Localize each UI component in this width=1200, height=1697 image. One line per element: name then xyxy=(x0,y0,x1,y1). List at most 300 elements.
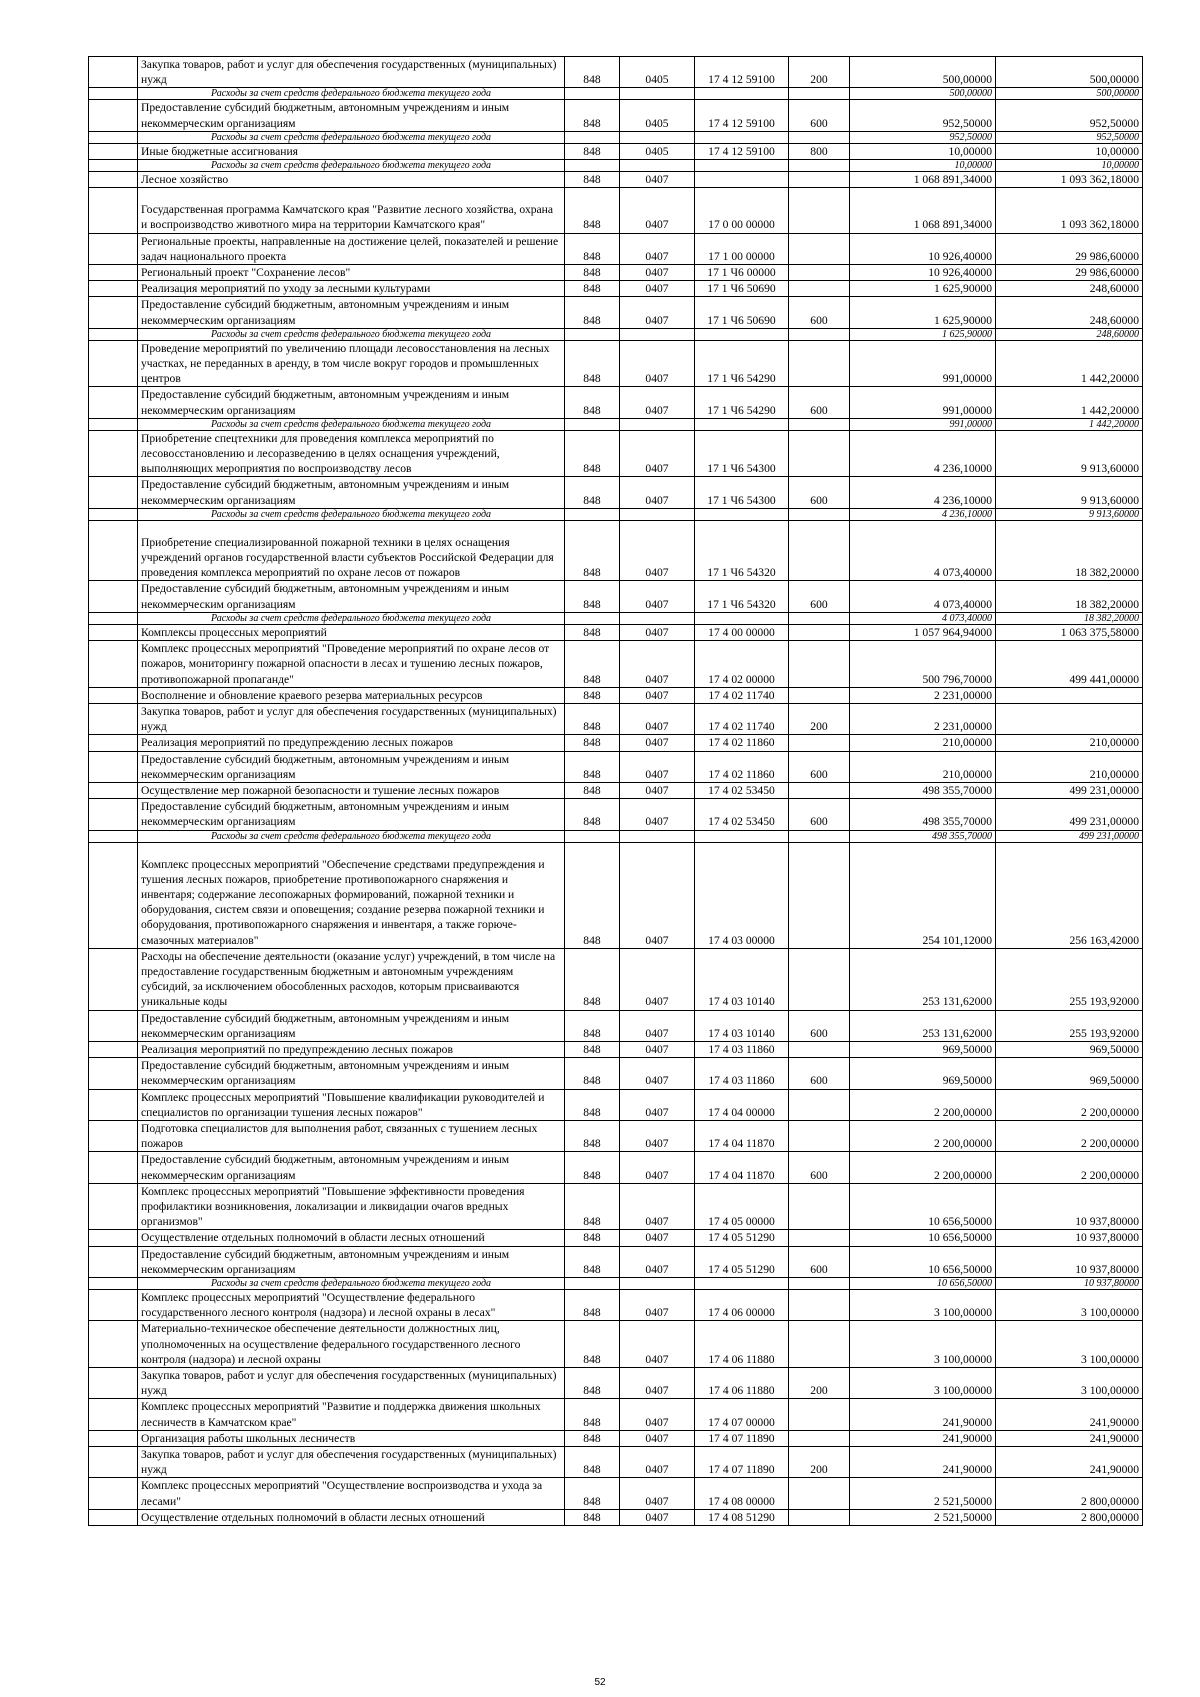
blank-cell xyxy=(89,520,138,581)
item-name-cell: Иные бюджетные ассигнования xyxy=(138,143,565,159)
blank-cell xyxy=(89,100,138,131)
blank-cell xyxy=(89,842,138,948)
section-code-cell: 0407 xyxy=(620,687,695,703)
item-name-cell: Расходы за счет средств федерального бюджета текущего года xyxy=(138,612,565,624)
department-code-cell xyxy=(565,830,620,842)
amount-year2-cell: 10,00000 xyxy=(996,143,1143,159)
target-article-cell: 17 1 Ч6 54290 xyxy=(695,387,789,418)
department-code-cell: 848 xyxy=(565,1399,620,1430)
blank-cell xyxy=(89,751,138,782)
section-code-cell: 0407 xyxy=(620,188,695,233)
target-article-cell: 17 4 08 00000 xyxy=(695,1478,789,1509)
expense-type-cell: 600 xyxy=(789,1152,850,1183)
blank-cell xyxy=(89,418,138,430)
target-article-cell: 17 1 Ч6 54300 xyxy=(695,477,789,508)
section-code-cell: 0407 xyxy=(620,782,695,798)
table-row xyxy=(89,265,1143,281)
blank-cell xyxy=(89,1058,138,1089)
item-name-cell: Восполнение и обновление краевого резерва материальных ресурсов xyxy=(138,687,565,703)
department-code-cell: 848 xyxy=(565,842,620,948)
target-article-cell: 17 4 07 11890 xyxy=(695,1430,789,1446)
amount-year2-cell: 255 193,92000 xyxy=(996,948,1143,1010)
federal-budget-subrow xyxy=(89,418,1143,430)
item-name-cell: Организация работы школьных лесничеств xyxy=(138,1430,565,1446)
department-code-cell: 848 xyxy=(565,1041,620,1057)
amount-year2-cell: 499 231,00000 xyxy=(996,782,1143,798)
table-row xyxy=(89,799,1143,830)
amount-year2-cell: 969,50000 xyxy=(996,1058,1143,1089)
expense-type-cell xyxy=(789,233,850,264)
item-name-cell: Расходы за счет средств федерального бюджета текущего года xyxy=(138,1278,565,1290)
item-name-cell: Расходы на обеспечение деятельности (оказание услуг) учреждений, в том числе на предоставление государственным бюджетным и автономным учреждениям субсидий, за исключением обособленных расходов, которым присваиваются уникальные коды xyxy=(138,948,565,1010)
expense-type-cell: 600 xyxy=(789,477,850,508)
amount-year1-cell: 1 068 891,34000 xyxy=(850,188,996,233)
department-code-cell: 848 xyxy=(565,520,620,581)
blank-cell xyxy=(89,233,138,264)
target-article-cell: 17 4 02 53450 xyxy=(695,782,789,798)
target-article-cell: 17 4 06 11880 xyxy=(695,1368,789,1399)
department-code-cell: 848 xyxy=(565,581,620,612)
item-name-cell: Комплекс процессных мероприятий "Повышение эффективности проведения профилактики возникновения, локализации и ликвидации очагов вредных организмов" xyxy=(138,1183,565,1230)
item-name-cell: Предоставление субсидий бюджетным, автономным учреждениям и иным некоммерческим организациям xyxy=(138,477,565,508)
section-code-cell xyxy=(620,160,695,172)
target-article-cell: 17 4 03 11860 xyxy=(695,1058,789,1089)
section-code-cell: 0407 xyxy=(620,842,695,948)
blank-cell xyxy=(89,799,138,830)
amount-year1-cell: 253 131,62000 xyxy=(850,948,996,1010)
table-row xyxy=(89,1230,1143,1246)
target-article-cell xyxy=(695,172,789,188)
budget-table xyxy=(88,56,1143,1526)
department-code-cell: 848 xyxy=(565,281,620,297)
amount-year2-cell: 18 382,20000 xyxy=(996,581,1143,612)
amount-year2-cell: 10 937,80000 xyxy=(996,1246,1143,1277)
amount-year2-cell: 499 441,00000 xyxy=(996,641,1143,688)
target-article-cell xyxy=(695,612,789,624)
department-code-cell: 848 xyxy=(565,1321,620,1368)
item-name-cell: Комплекс процессных мероприятий "Проведение мероприятий по охране лесов от пожаров, мониторингу пожарной опасности в лесах и тушению лесных пожаров, противопожарной пропаганде" xyxy=(138,641,565,688)
amount-year1-cell: 2 521,50000 xyxy=(850,1478,996,1509)
amount-year1-cell: 10,00000 xyxy=(850,143,996,159)
section-code-cell: 0407 xyxy=(620,1089,695,1120)
table-row xyxy=(89,57,1143,88)
amount-year1-cell: 991,00000 xyxy=(850,340,996,387)
federal-budget-subrow xyxy=(89,830,1143,842)
item-name-cell: Предоставление субсидий бюджетным, автономным учреждениям и иным некоммерческим организациям xyxy=(138,297,565,328)
table-row xyxy=(89,1041,1143,1057)
target-article-cell: 17 4 03 11860 xyxy=(695,1041,789,1057)
department-code-cell: 848 xyxy=(565,265,620,281)
item-name-cell: Расходы за счет средств федерального бюджета текущего года xyxy=(138,160,565,172)
amount-year2-cell: 10,00000 xyxy=(996,160,1143,172)
target-article-cell: 17 4 06 11880 xyxy=(695,1321,789,1368)
item-name-cell: Комплекс процессных мероприятий "Развитие и поддержка движения школьных лесничеств в Камчатском крае" xyxy=(138,1399,565,1430)
amount-year1-cell: 969,50000 xyxy=(850,1058,996,1089)
table-body xyxy=(89,57,1143,1526)
amount-year1-cell: 1 625,90000 xyxy=(850,281,996,297)
target-article-cell xyxy=(695,131,789,143)
amount-year2-cell: 248,60000 xyxy=(996,297,1143,328)
expense-type-cell: 200 xyxy=(789,703,850,734)
amount-year2-cell: 256 163,42000 xyxy=(996,842,1143,948)
blank-cell xyxy=(89,281,138,297)
department-code-cell xyxy=(565,612,620,624)
blank-cell xyxy=(89,1447,138,1478)
expense-type-cell xyxy=(789,1089,850,1120)
amount-year1-cell: 498 355,70000 xyxy=(850,782,996,798)
section-code-cell: 0407 xyxy=(620,340,695,387)
department-code-cell: 848 xyxy=(565,477,620,508)
department-code-cell: 848 xyxy=(565,751,620,782)
item-name-cell: Комплекс процессных мероприятий "Осуществление федерального государственного лесного контроля (надзора) и лесной охраны в лесах" xyxy=(138,1290,565,1321)
amount-year1-cell: 1 625,90000 xyxy=(850,297,996,328)
blank-cell xyxy=(89,1120,138,1151)
item-name-cell: Закупка товаров, работ и услуг для обеспечения государственных (муниципальных) нужд xyxy=(138,57,565,88)
amount-year1-cell: 500 796,70000 xyxy=(850,641,996,688)
item-name-cell: Государственная программа Камчатского края "Развитие лесного хозяйства, охрана и воспроизводство животного мира на территории Камчатского края" xyxy=(138,188,565,233)
expense-type-cell xyxy=(789,131,850,143)
item-name-cell: Комплекс процессных мероприятий "Повышение квалификации руководителей и специалистов по организации тушения лесных пожаров" xyxy=(138,1089,565,1120)
amount-year2-cell: 952,50000 xyxy=(996,100,1143,131)
amount-year1-cell: 241,90000 xyxy=(850,1399,996,1430)
item-name-cell: Приобретение спецтехники для проведения комплекса мероприятий по лесовосстановлению и лесоразведению в целях оснащения учреждений, выполняющих мероприятия по воспроизводству лесов xyxy=(138,430,565,477)
amount-year1-cell: 10 656,50000 xyxy=(850,1246,996,1277)
department-code-cell: 848 xyxy=(565,641,620,688)
table-row xyxy=(89,703,1143,734)
amount-year1-cell: 10 656,50000 xyxy=(850,1230,996,1246)
amount-year1-cell: 3 100,00000 xyxy=(850,1290,996,1321)
amount-year2-cell: 18 382,20000 xyxy=(996,520,1143,581)
target-article-cell: 17 4 06 00000 xyxy=(695,1290,789,1321)
item-name-cell: Материально-техническое обеспечение деятельности должностных лиц, уполномоченных на осуществление федерального государственного лесного контроля (надзора) и лесной охраны xyxy=(138,1321,565,1368)
table-row xyxy=(89,1183,1143,1230)
amount-year2-cell: 3 100,00000 xyxy=(996,1290,1143,1321)
section-code-cell: 0407 xyxy=(620,641,695,688)
target-article-cell: 17 4 04 11870 xyxy=(695,1152,789,1183)
department-code-cell xyxy=(565,131,620,143)
blank-cell xyxy=(89,88,138,100)
item-name-cell: Расходы за счет средств федерального бюджета текущего года xyxy=(138,131,565,143)
expense-type-cell xyxy=(789,1321,850,1368)
item-name-cell: Реализация мероприятий по предупреждению лесных пожаров xyxy=(138,735,565,751)
blank-cell xyxy=(89,687,138,703)
blank-cell xyxy=(89,624,138,640)
amount-year2-cell: 10 937,80000 xyxy=(996,1278,1143,1290)
expense-type-cell: 600 xyxy=(789,1058,850,1089)
amount-year1-cell: 2 200,00000 xyxy=(850,1152,996,1183)
expense-type-cell xyxy=(789,430,850,477)
target-article-cell: 17 4 02 00000 xyxy=(695,641,789,688)
section-code-cell: 0407 xyxy=(620,233,695,264)
target-article-cell: 17 1 Ч6 50690 xyxy=(695,281,789,297)
table-row xyxy=(89,1058,1143,1089)
section-code-cell: 0407 xyxy=(620,1399,695,1430)
expense-type-cell xyxy=(789,1230,850,1246)
table-row xyxy=(89,782,1143,798)
target-article-cell: 17 4 02 11860 xyxy=(695,735,789,751)
table-row xyxy=(89,1152,1143,1183)
expense-type-cell: 200 xyxy=(789,1447,850,1478)
target-article-cell: 17 1 Ч6 54320 xyxy=(695,581,789,612)
amount-year2-cell: 3 100,00000 xyxy=(996,1368,1143,1399)
amount-year1-cell: 210,00000 xyxy=(850,751,996,782)
item-name-cell: Предоставление субсидий бюджетным, автономным учреждениям и иным некоммерческим организациям xyxy=(138,1010,565,1041)
expense-type-cell xyxy=(789,1041,850,1057)
table-row xyxy=(89,1246,1143,1277)
department-code-cell: 848 xyxy=(565,1290,620,1321)
section-code-cell: 0407 xyxy=(620,1290,695,1321)
target-article-cell: 17 1 Ч6 54300 xyxy=(695,430,789,477)
amount-year1-cell: 10 656,50000 xyxy=(850,1183,996,1230)
section-code-cell: 0407 xyxy=(620,1509,695,1525)
expense-type-cell xyxy=(789,508,850,520)
department-code-cell: 848 xyxy=(565,1152,620,1183)
section-code-cell xyxy=(620,508,695,520)
item-name-cell: Осуществление отдельных полномочий в области лесных отношений xyxy=(138,1230,565,1246)
expense-type-cell: 600 xyxy=(789,100,850,131)
target-article-cell: 17 4 02 11860 xyxy=(695,751,789,782)
amount-year1-cell: 10 656,50000 xyxy=(850,1278,996,1290)
department-code-cell: 848 xyxy=(565,233,620,264)
amount-year2-cell: 255 193,92000 xyxy=(996,1010,1143,1041)
amount-year2-cell: 2 800,00000 xyxy=(996,1478,1143,1509)
amount-year1-cell: 2 200,00000 xyxy=(850,1089,996,1120)
section-code-cell: 0407 xyxy=(620,703,695,734)
expense-type-cell xyxy=(789,1430,850,1446)
department-code-cell: 848 xyxy=(565,340,620,387)
amount-year2-cell: 969,50000 xyxy=(996,1041,1143,1057)
expense-type-cell: 600 xyxy=(789,297,850,328)
amount-year2-cell: 210,00000 xyxy=(996,735,1143,751)
department-code-cell: 848 xyxy=(565,100,620,131)
section-code-cell: 0407 xyxy=(620,948,695,1010)
blank-cell xyxy=(89,1183,138,1230)
amount-year2-cell: 500,00000 xyxy=(996,88,1143,100)
expense-type-cell xyxy=(789,418,850,430)
expense-type-cell xyxy=(789,188,850,233)
amount-year2-cell: 500,00000 xyxy=(996,57,1143,88)
item-name-cell: Региональные проекты, направленные на достижение целей, показателей и решение задач национального проекта xyxy=(138,233,565,264)
amount-year1-cell: 498 355,70000 xyxy=(850,799,996,830)
expense-type-cell xyxy=(789,328,850,340)
amount-year1-cell: 3 100,00000 xyxy=(850,1368,996,1399)
table-row xyxy=(89,735,1143,751)
section-code-cell: 0407 xyxy=(620,581,695,612)
target-article-cell: 17 4 02 53450 xyxy=(695,799,789,830)
expense-type-cell xyxy=(789,1120,850,1151)
amount-year1-cell: 210,00000 xyxy=(850,735,996,751)
amount-year2-cell: 9 913,60000 xyxy=(996,508,1143,520)
amount-year1-cell: 2 200,00000 xyxy=(850,1120,996,1151)
target-article-cell xyxy=(695,830,789,842)
department-code-cell: 848 xyxy=(565,143,620,159)
federal-budget-subrow xyxy=(89,131,1143,143)
section-code-cell xyxy=(620,830,695,842)
blank-cell xyxy=(89,340,138,387)
department-code-cell: 848 xyxy=(565,1430,620,1446)
table-row xyxy=(89,687,1143,703)
department-code-cell: 848 xyxy=(565,188,620,233)
expense-type-cell xyxy=(789,624,850,640)
table-row xyxy=(89,948,1143,1010)
amount-year2-cell: 499 231,00000 xyxy=(996,799,1143,830)
section-code-cell: 0407 xyxy=(620,1230,695,1246)
expense-type-cell xyxy=(789,281,850,297)
section-code-cell: 0407 xyxy=(620,1120,695,1151)
department-code-cell: 848 xyxy=(565,782,620,798)
amount-year1-cell: 991,00000 xyxy=(850,387,996,418)
blank-cell xyxy=(89,131,138,143)
item-name-cell: Расходы за счет средств федерального бюджета текущего года xyxy=(138,328,565,340)
amount-year1-cell: 10,00000 xyxy=(850,160,996,172)
target-article-cell xyxy=(695,328,789,340)
section-code-cell: 0407 xyxy=(620,1246,695,1277)
department-code-cell: 848 xyxy=(565,799,620,830)
table-row xyxy=(89,1010,1143,1041)
expense-type-cell: 200 xyxy=(789,57,850,88)
section-code-cell: 0407 xyxy=(620,1368,695,1399)
department-code-cell: 848 xyxy=(565,172,620,188)
amount-year1-cell: 4 236,10000 xyxy=(850,508,996,520)
table-row xyxy=(89,387,1143,418)
target-article-cell: 17 4 03 10140 xyxy=(695,1010,789,1041)
expense-type-cell xyxy=(789,520,850,581)
section-code-cell xyxy=(620,328,695,340)
item-name-cell: Проведение мероприятий по увеличению площади лесовосстановления на лесных участках, не переданных в аренду, в том числе вокруг городов и промышленных центров xyxy=(138,340,565,387)
blank-cell xyxy=(89,948,138,1010)
federal-budget-subrow xyxy=(89,1278,1143,1290)
amount-year2-cell xyxy=(996,703,1143,734)
expense-type-cell xyxy=(789,1478,850,1509)
item-name-cell: Осуществление отдельных полномочий в области лесных отношений xyxy=(138,1509,565,1525)
target-article-cell xyxy=(695,508,789,520)
table-row xyxy=(89,751,1143,782)
section-code-cell: 0407 xyxy=(620,735,695,751)
table-row xyxy=(89,1430,1143,1446)
expense-type-cell xyxy=(789,1290,850,1321)
federal-budget-subrow xyxy=(89,508,1143,520)
amount-year2-cell: 499 231,00000 xyxy=(996,830,1143,842)
department-code-cell: 848 xyxy=(565,687,620,703)
target-article-cell: 17 4 07 11890 xyxy=(695,1447,789,1478)
amount-year2-cell: 952,50000 xyxy=(996,131,1143,143)
blank-cell xyxy=(89,297,138,328)
amount-year1-cell: 4 073,40000 xyxy=(850,520,996,581)
table-row xyxy=(89,520,1143,581)
department-code-cell: 848 xyxy=(565,387,620,418)
item-name-cell: Предоставление субсидий бюджетным, автономным учреждениям и иным некоммерческим организациям xyxy=(138,799,565,830)
target-article-cell: 17 1 Ч6 54290 xyxy=(695,340,789,387)
expense-type-cell: 200 xyxy=(789,1368,850,1399)
amount-year1-cell: 2 231,00000 xyxy=(850,703,996,734)
section-code-cell: 0407 xyxy=(620,1183,695,1230)
federal-budget-subrow xyxy=(89,612,1143,624)
amount-year1-cell: 2 231,00000 xyxy=(850,687,996,703)
item-name-cell: Расходы за счет средств федерального бюджета текущего года xyxy=(138,418,565,430)
item-name-cell: Реализация мероприятий по предупреждению лесных пожаров xyxy=(138,1041,565,1057)
department-code-cell xyxy=(565,328,620,340)
expense-type-cell: 600 xyxy=(789,581,850,612)
item-name-cell: Предоставление субсидий бюджетным, автономным учреждениям и иным некоммерческим организациям xyxy=(138,387,565,418)
blank-cell xyxy=(89,188,138,233)
amount-year2-cell: 29 986,60000 xyxy=(996,265,1143,281)
department-code-cell: 848 xyxy=(565,1058,620,1089)
amount-year1-cell: 253 131,62000 xyxy=(850,1010,996,1041)
target-article-cell: 17 4 12 59100 xyxy=(695,57,789,88)
amount-year2-cell: 1 442,20000 xyxy=(996,340,1143,387)
blank-cell xyxy=(89,641,138,688)
amount-year2-cell: 9 913,60000 xyxy=(996,477,1143,508)
section-code-cell: 0407 xyxy=(620,624,695,640)
amount-year2-cell: 1 442,20000 xyxy=(996,387,1143,418)
blank-cell xyxy=(89,1278,138,1290)
target-article-cell: 17 4 02 11740 xyxy=(695,703,789,734)
target-article-cell: 17 4 12 59100 xyxy=(695,100,789,131)
item-name-cell: Предоставление субсидий бюджетным, автономным учреждениям и иным некоммерческим организациям xyxy=(138,100,565,131)
section-code-cell: 0407 xyxy=(620,281,695,297)
blank-cell xyxy=(89,1290,138,1321)
table-row xyxy=(89,842,1143,948)
expense-type-cell xyxy=(789,1278,850,1290)
section-code-cell: 0407 xyxy=(620,1152,695,1183)
blank-cell xyxy=(89,1430,138,1446)
section-code-cell: 0407 xyxy=(620,1058,695,1089)
blank-cell xyxy=(89,172,138,188)
target-article-cell xyxy=(695,1278,789,1290)
amount-year1-cell: 241,90000 xyxy=(850,1447,996,1478)
blank-cell xyxy=(89,1399,138,1430)
section-code-cell: 0407 xyxy=(620,1041,695,1057)
amount-year1-cell: 254 101,12000 xyxy=(850,842,996,948)
department-code-cell: 848 xyxy=(565,297,620,328)
section-code-cell: 0407 xyxy=(620,172,695,188)
section-code-cell xyxy=(620,1278,695,1290)
target-article-cell: 17 4 03 10140 xyxy=(695,948,789,1010)
target-article-cell xyxy=(695,88,789,100)
table-row xyxy=(89,233,1143,264)
expense-type-cell: 800 xyxy=(789,143,850,159)
table-row xyxy=(89,100,1143,131)
department-code-cell xyxy=(565,508,620,520)
amount-year2-cell: 1 442,20000 xyxy=(996,418,1143,430)
expense-type-cell xyxy=(789,265,850,281)
federal-budget-subrow xyxy=(89,328,1143,340)
table-row xyxy=(89,581,1143,612)
department-code-cell: 848 xyxy=(565,1246,620,1277)
expense-type-cell xyxy=(789,782,850,798)
section-code-cell xyxy=(620,612,695,624)
amount-year1-cell: 498 355,70000 xyxy=(850,830,996,842)
blank-cell xyxy=(89,160,138,172)
item-name-cell: Предоставление субсидий бюджетным, автономным учреждениям и иным некоммерческим организациям xyxy=(138,1058,565,1089)
table-row xyxy=(89,1368,1143,1399)
section-code-cell xyxy=(620,88,695,100)
amount-year2-cell: 248,60000 xyxy=(996,328,1143,340)
department-code-cell xyxy=(565,418,620,430)
federal-budget-subrow xyxy=(89,88,1143,100)
department-code-cell xyxy=(565,160,620,172)
amount-year1-cell: 952,50000 xyxy=(850,131,996,143)
table-row xyxy=(89,624,1143,640)
blank-cell xyxy=(89,735,138,751)
target-article-cell: 17 1 Ч6 50690 xyxy=(695,297,789,328)
target-article-cell: 17 4 05 00000 xyxy=(695,1183,789,1230)
item-name-cell: Региональный проект "Сохранение лесов" xyxy=(138,265,565,281)
amount-year2-cell: 241,90000 xyxy=(996,1447,1143,1478)
amount-year1-cell: 3 100,00000 xyxy=(850,1321,996,1368)
section-code-cell: 0407 xyxy=(620,1321,695,1368)
expense-type-cell xyxy=(789,612,850,624)
